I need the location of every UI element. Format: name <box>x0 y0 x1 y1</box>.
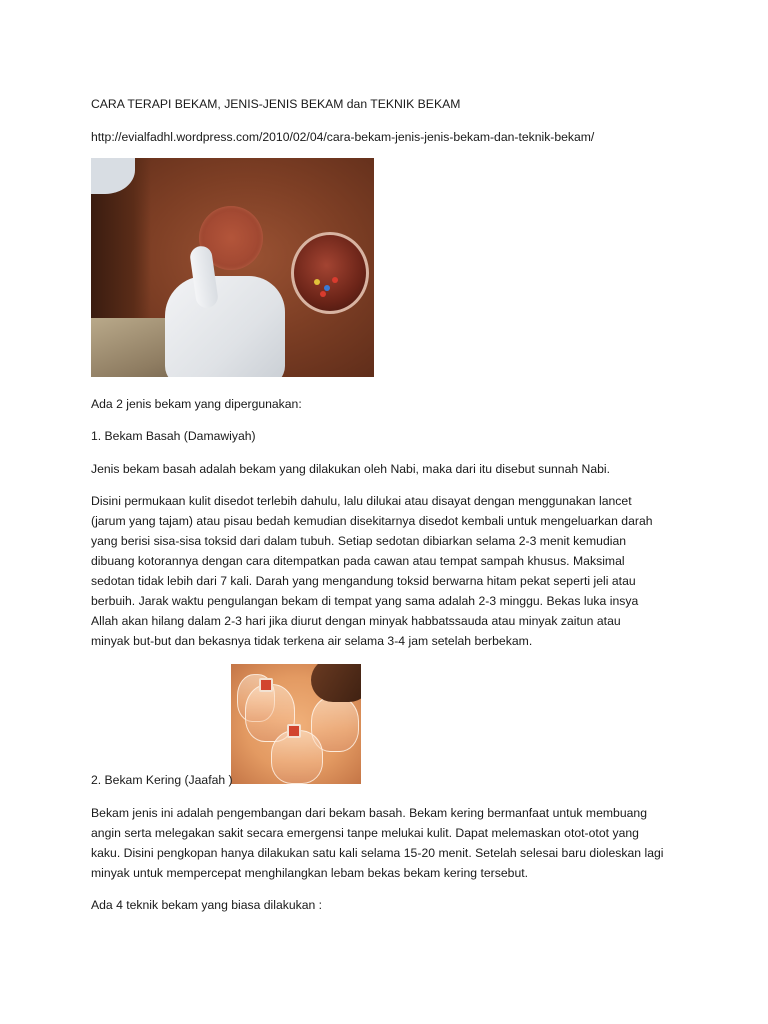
section1-p2-line: minyak but-but dan bekasnya tidak terkena air selama 3-4 jam setelah berbekam. <box>91 634 533 648</box>
intro-text: Ada 2 jenis bekam yang dipergunakan: <box>91 397 302 411</box>
section2-p1-line: minyak untuk mempercepat menghilangkan lebam bekas bekam kering tersebut. <box>91 866 529 880</box>
dry-cupping-photo <box>231 664 361 784</box>
section1-p2-line: (jarum yang tajam) atau pisau bedah kemudian disekitarnya disedot kembali untuk mengeluarkan darah <box>91 514 653 528</box>
section1-p2-line: sedotan tidak lebih dari 7 kali. Darah yang mengandung toksid berwarna hitam pekat seperti jeli atau <box>91 574 636 588</box>
wet-cupping-photo <box>91 158 374 377</box>
closing-text: Ada 4 teknik bekam yang biasa dilakukan : <box>91 898 323 912</box>
document-title: CARA TERAPI BEKAM, JENIS-JENIS BEKAM dan TEKNIK BEKAM <box>91 97 461 111</box>
section2-heading: 2. Bekam Kering (Jaafah ) <box>91 773 233 787</box>
section1-p2-line: Allah akan hilang dalam 2-3 hari jika diurut dengan minyak habbatssauda atau minyak zaitun atau <box>91 614 621 628</box>
section1-p2-line: yang berisi sisa-sisa toksid dari dalam tubuh. Setiap sedotan dibiarkan selama 2-3 menit kemudian <box>91 534 627 548</box>
section1-heading: 1. Bekam Basah (Damawiyah) <box>91 429 256 443</box>
section2-p1-line: angin serta melegakan sakit secara emergensi tanpe melukai kulit. Dapat melemaskan otot-otot yang <box>91 826 639 840</box>
section1-p2-line: dibuang kotorannya dengan cara ditempatkan pada cawan atau tempat sampah khusus. Maksimal <box>91 554 625 568</box>
source-url: http://evialfadhl.wordpress.com/2010/02/04/cara-bekam-jenis-jenis-bekam-dan-teknik-bekam/ <box>91 130 595 144</box>
section1-paragraph1: Jenis bekam basah adalah bekam yang dilakukan oleh Nabi, maka dari itu disebut sunnah Nabi. <box>91 462 610 476</box>
section1-p2-line: Disini permukaan kulit disedot terlebih dahulu, lalu dilukai atau disayat dengan menggunakan lancet <box>91 494 632 508</box>
section2-p1-line: Bekam jenis ini adalah pengembangan dari bekam basah. Bekam kering bermanfaat untuk membuang <box>91 806 648 820</box>
section1-p2-line: berbuih. Jarak waktu pengulangan bekam di tempat yang sama adalah 2-3 minggu. Bekas luka insya <box>91 594 639 608</box>
section2-p1-line: kaku. Disini pengkopan hanya dilakukan satu kali selama 15-20 menit. Setelah selesai baru dioleskan lagi <box>91 846 664 860</box>
